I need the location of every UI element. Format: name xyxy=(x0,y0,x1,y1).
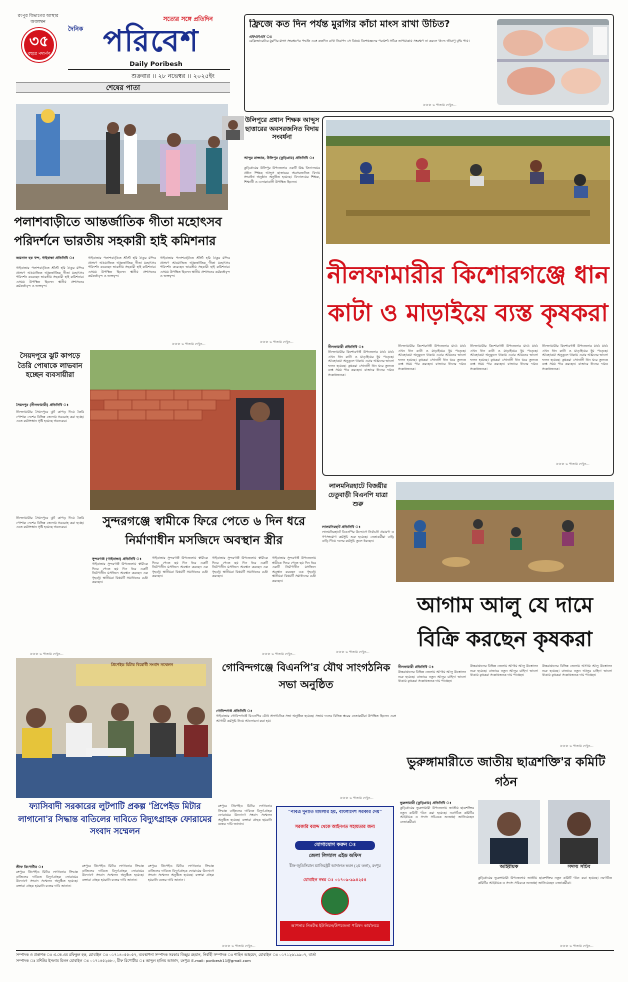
logo-english: Daily Poribesh xyxy=(129,60,183,68)
mosque-headline: সুন্দরগঞ্জে স্বামীকে ফিরে পেতে ৬ দিন ধরে নির্মাণাধীন মসজিদে অবস্থান স্ত্রীর xyxy=(102,514,306,547)
forum-headline: ফ্যাসিবাদী সরকারের লুটপাটি প্রকল্প 'প্রিপেইড মিটার লাগানো'র সিদ্ধান্ত বাতিলের দাবিতে বিদ্যুৎগ্রাহক ফোরামের সংবাদ সম্মেলন xyxy=(18,801,212,836)
teacher-photo xyxy=(222,116,244,140)
govindaganj-body: গাইবান্ধার গোবিন্দগঞ্জে বিএনপির যৌথ সাংগঠনিক সভা অনুষ্ঠিত হয়েছে। সভায় দলের বিভিন্ন স্তরের নেতাকর্মীরা উপস্থিত ছিলেন এবং আগামী কর্মসূচি নিয়ে আলোচনা করা হয়। xyxy=(216,714,396,723)
teacher-body: কুড়িগ্রামের উলিপুর উপজেলার একটি উচ্চ বিদ্যালয়ের প্রধান শিক্ষক আব্দুস ছাত্তারের অবসরজনিত বিদায় সংবর্ধনা অনুষ্ঠান অনুষ্ঠিত হয়েছে। বিদ্যালয়ের শিক্ষক, শিক্ষার্থী ও এলাকাবাসী উপস্থিত ছিলেন। xyxy=(244,166,320,184)
badge-number: ৩৫ xyxy=(29,32,49,50)
gita-body-col2: গাইবান্ধার পলাশবাড়ীতে শ্রীশ্রী হরি ঠাকুর মন্দির প্রাঙ্গণে আয়োজিত আন্তর্জাতিক গীতা মহোৎসব পরিদর্শন করেছেন ভারতীয় সহকারী হাই কমিশনার। এসময় উপস্থিত ছিলেন স্থানীয় প্রশাসনের কর্মকর্তাবৃন্দ ও ভক্তবৃন্দ। xyxy=(88,256,156,279)
masthead xyxy=(16,14,230,98)
gita-body-col1: গাইবান্ধার পলাশবাড়ীতে শ্রীশ্রী হরি ঠাকুর মন্দির প্রাঙ্গণে আয়োজিত আন্তর্জাতিক গীতা মহোৎসব পরিদর্শন করেছেন ভারতীয় সহকারী হাই কমিশনার। এসময় উপস্থিত ছিলেন স্থানীয় প্রশাসনের কর্মকর্তাবৃন্দ ও ভক্তবৃন্দ। xyxy=(16,266,84,289)
gita-more: >>> ৬ পাতায় দেখুন... xyxy=(172,342,206,346)
page-label-bar xyxy=(16,82,230,93)
saidpur-headline: সৈয়দপুরে ঝুট কাপড়ে তৈরি পোষাকে লাভবান হচ্ছেন ব্যবসায়ীরা xyxy=(17,352,83,379)
forum-body-col3: রংপুরে প্রিপেইড মিটার লাগানোর সিদ্ধান্ত বাতিলের দাবিতে বিদ্যুৎগ্রাহক ফোরামের উদ্যোগে সংবাদ সম্মেলন অনুষ্ঠিত হয়েছে। বক্তারা গ্রাহক হয়রানি বন্ধের দাবি জানান। xyxy=(148,864,214,882)
paddy-headline: নীলফামারীর কিশোরগঞ্জে ধান কাটা ও মাড়াইয়ে ব্যস্ত কৃষকরা xyxy=(326,261,610,327)
fridge-body: রেফ্রিজারেটরে মুরগির মাংস সংরক্ষণের পদ্ধতি এবং কতদিন রাখা নিরাপদ সে বিষয়ে বিশেষজ্ঞদের পরামর্শ। সঠিক তাপমাত্রায় সংরক্ষণ না করলে খাদ্যে জীবাণু বৃদ্ধি পায়। xyxy=(249,39,470,43)
paddy-byline: নীলফামারী প্রতিনিধি ঃ xyxy=(328,345,364,349)
ad-address: চীফ জুডিসিয়াল ম্যাজিস্ট্রেট আদালত ভবন (২য় তলা), রংপুর xyxy=(289,863,381,868)
convener-photo xyxy=(478,800,540,864)
forum-photo xyxy=(16,658,212,798)
ad-emblem xyxy=(321,887,349,915)
potato-body-col3: উত্তরাঞ্চলের বিভিন্ন জেলায় আগাম আলু উত্তোলন শুরু হয়েছে। বাজারে নতুন আলুর চাহিদা ভালো থাকায় কৃষকরা সন্তোষজনক দাম পাচ্ছেন। xyxy=(542,664,612,678)
gita-headline: পলাশবাড়ীতে আন্তর্জাতিক গীতা মহোৎসব পরিদর্শনে ভারতীয় সহকারী হাই কমিশনার xyxy=(14,214,222,248)
bnp-body: লালমনিরহাটে বিএনপির উদ্যোগে নির্বাচনী প্রচারণা ও গণসংযোগ কর্মসূচি শুরু হয়েছে। নেতাকর্মীরা বাড়ি বাড়ি গিয়ে দলের কর্মসূচি তুলে ধরছেন। xyxy=(322,530,394,544)
govindaganj-headline: গোবিন্দগঞ্জে বিএনপি'র যৌথ সাংগঠনিক সভা অনুষ্ঠিত xyxy=(221,662,391,691)
chhatra-byline: ভুরুঙ্গামারী (কুড়িগ্রাম) প্রতিনিধি ঃ xyxy=(400,801,452,805)
fridge-byline: এফএনএস ঃ xyxy=(249,34,272,39)
ad-subtitle: সরকারি বরাদ্দ থেকে আইনগত সহায়তার জন্য xyxy=(295,825,375,830)
gita-byline: জয়নাল হক খন্দ, গাইবান্ধা প্রতিনিধি ঃ xyxy=(16,256,75,260)
mosque-body-col4: গাইবান্ধার সুন্দরগঞ্জ উপজেলায় স্বামীকে ফিরে পেতে ছয় দিন ধরে একটি নির্মাণাধীন মসজিদে অবস্থান করছেন এক গৃহবধূ। স্থানীয়রা বিষয়টি সমাধানের চেষ্টা করছেন। xyxy=(272,556,316,583)
teacher-more: >>> ৬ পাতায় দেখুন... xyxy=(260,340,294,344)
bnp-headline: লালমনিরহাটে বিজয়ীর চেতুবাড়ী বিএনপি যাত্রা শুরু xyxy=(328,482,388,508)
ad-phone: মোবাইল নম্বর ঃ ০১৭০৯-৯৯৪২৫৪ xyxy=(303,877,367,882)
ad-title: "পবিত্র দুর্নীতি মামলার হয়, বাংলাদেশ সরকার দেয়" xyxy=(288,810,382,815)
fridge-headline: ফ্রিজে কত দিন পর্যন্ত মুরগির কাঁচা মাংস রাখা উচিত? xyxy=(249,19,450,30)
mosque-byline: সুন্দরগঞ্জ (গাইবান্ধা) প্রতিনিধি ঃ xyxy=(92,557,142,561)
forum-body-col2: রংপুরে প্রিপেইড মিটার লাগানোর সিদ্ধান্ত বাতিলের দাবিতে বিদ্যুৎগ্রাহক ফোরামের উদ্যোগে সংবাদ সম্মেলন অনুষ্ঠিত হয়েছে। বক্তারা গ্রাহক হয়রানি বন্ধের দাবি জানান। xyxy=(82,864,144,882)
chhatra-body-col1: কুড়িগ্রামের ভুরুঙ্গামারী উপজেলায় জাতীয় ছাত্রশক্তির নতুন কমিটি গঠন করা হয়েছে। নবগঠিত কমিটির আহ্বায়ক ও সদস্য সচিবকে শুভেচ্ছা জানিয়েছেন নেতাকর্মীরা। xyxy=(400,806,474,824)
mosque-more: >>> ৬ পাতায় দেখুন... xyxy=(262,652,296,656)
story-fridge xyxy=(244,14,614,112)
member-secretary-caption: সদস্য সচিব xyxy=(567,864,591,870)
potato-body-col1: উত্তরাঞ্চলের বিভিন্ন জেলায় আগাম আলু উত্তোলন শুরু হয়েছে। বাজারে নতুন আলুর চাহিদা ভালো থাকায় কৃষকরা সন্তোষজনক দাম পাচ্ছেন। xyxy=(398,670,466,684)
tagline: সত্যের সঙ্গে প্রতিদিন xyxy=(163,16,213,23)
newspaper-logo: পরিবেশ xyxy=(103,24,199,59)
paddy-photo xyxy=(326,120,610,244)
fridge-more: >>> ৬ পাতায় দেখুন... xyxy=(423,103,457,107)
mosque-body-col3: গাইবান্ধার সুন্দরগঞ্জ উপজেলায় স্বামীকে ফিরে পেতে ছয় দিন ধরে একটি নির্মাণাধীন মসজিদে অবস্থান করছেন এক গৃহবধূ। স্থানীয়রা বিষয়টি সমাধানের চেষ্টা করছেন। xyxy=(212,556,268,579)
govindaganj-more: >>> ৬ পাতায় দেখুন... xyxy=(340,796,374,800)
potato-headline: আগাম আলু যে দামে বিক্রি করছেন কৃষকরা xyxy=(417,593,593,651)
paddy-body-col2: নীলফামারীর কিশোরগঞ্জ উপজেলার মাঠে মাঠে এখন ধান কাটা ও মাড়াইয়ের ধুম পড়েছে। আবহাওয়া অনুকূলে থাকায় এবার আমনের ভালো ফলন হয়েছে। কৃষকরা সোনালী ধান ঘরে তুলতে ব্যস্ত সময় পার করছেন। বাজারে ধানের দামও সন্তোষজনক। xyxy=(398,344,466,371)
forum-banner: প্রিপেইড মিটার বিরোধী সংবাদ সম্মেলন xyxy=(110,662,174,667)
potato-more: >>> ৬ পাতায় দেখুন... xyxy=(560,744,594,748)
potato-photo xyxy=(396,482,614,582)
ad-footer: আপনার নিকটস্থ ইউনিয়ন/উপজেলা পরিষদ কার্যালয়ে xyxy=(280,921,390,941)
saidpur-body-cont: নীলফামারীর সৈয়দপুরে ঝুট কাপড় দিয়ে তৈরি পোশাক দেশের বিভিন্ন জেলায় সরবরাহ করা হচ্ছে। এতে কর্মসংস্থান সৃষ্টি হয়েছে অনেকের। xyxy=(16,516,84,530)
bnp-more: >>> ৬ পাতায় দেখুন... xyxy=(336,650,370,654)
imprint-line-2: সম্পাদক ঃ মশিউর ইসলাম মিলন মোবাইল ঃ ০১৭১৪৫২৬৮০, চীফ রিপোর্টার ঃ আব্দুল হালিম আজাদ, রংপুর। E-mail: poribesh11@gmail.com xyxy=(16,958,251,963)
teacher-headline: উলিপুরে প্রধান শিক্ষক আব্দুস ছাত্তারের অবসরজনিত বিদায় সংবর্ধনা xyxy=(244,116,320,142)
legal-aid-ad xyxy=(276,806,394,946)
chhatra-more: >>> ৬ পাতায় দেখুন... xyxy=(560,944,594,948)
forum-byline: স্টাফ রিপোর্টার ঃ xyxy=(16,865,44,869)
chhatra-body-col2: কুড়িগ্রামের ভুরুঙ্গামারী উপজেলায় জাতীয় ছাত্রশক্তির নতুন কমিটি গঠন করা হয়েছে। নবগঠিত কমিটির আহ্বায়ক ও সদস্য সচিবকে শুভেচ্ছা জানিয়েছেন নেতাকর্মীরা। xyxy=(478,876,612,885)
imprint-line-1: সম্পাদক ও প্রকাশক ঃ এ.কে.এম রফিকুল হক, মোবাইল ঃ ০১৭১৪০৫৫০৫৭, ব্যবস্থাপনা সম্পাদক সরকার জিল্লুর রহমান, নির্বাহী সম্পাদক ঃ শাহিন আহমেদ, মোবাইল ঃ ০১৭১২৬১৯৯০৭, বার্তা xyxy=(16,952,316,957)
logo-small: দৈনিক xyxy=(68,26,84,33)
paddy-body-col4: নীলফামারীর কিশোরগঞ্জ উপজেলার মাঠে মাঠে এখন ধান কাটা ও মাড়াইয়ের ধুম পড়েছে। আবহাওয়া অনুকূলে থাকায় এবার আমনের ভালো ফলন হয়েছে। কৃষকরা সোনালী ধান ঘরে তুলতে ব্যস্ত সময় পার করছেন। বাজারে ধানের দামও সন্তোষজনক। xyxy=(542,344,608,371)
saidpur-photo xyxy=(90,350,316,510)
anniversary-badge xyxy=(22,28,56,62)
potato-byline: নীলফামারী প্রতিনিধি ঃ xyxy=(398,665,434,669)
teacher-byline: আব্দুর রাজ্জাক, উলিপুর (কুড়িগ্রাম) প্রতিনিধি ঃ xyxy=(244,156,315,160)
saidpur-byline: সৈয়দপুর (নীলফামারী) প্রতিনিধি ঃ xyxy=(16,403,69,407)
fridge-photo xyxy=(497,19,609,105)
mosque-body-col1: গাইবান্ধার সুন্দরগঞ্জ উপজেলায় স্বামীকে ফিরে পেতে ছয় দিন ধরে একটি নির্মাণাধীন মসজিদে অবস্থান করছেন এক গৃহবধূ। স্থানীয়রা বিষয়টি সমাধানের চেষ্টা করছেন। xyxy=(92,562,148,585)
forum-body-col1: রংপুরে প্রিপেইড মিটার লাগানোর সিদ্ধান্ত বাতিলের দাবিতে বিদ্যুৎগ্রাহক ফোরামের উদ্যোগে সংবাদ সম্মেলন অনুষ্ঠিত হয়েছে। বক্তারা গ্রাহক হয়রানি বন্ধের দাবি জানান। xyxy=(16,870,78,888)
gita-photo xyxy=(16,104,228,210)
date-line: শুক্রবার ।। ২৮ নভেম্বর ।। ২০২৫ইং xyxy=(131,73,215,80)
forum-more: >>> ৬ পাতায় দেখুন... xyxy=(222,944,256,948)
forum-body-col4: রংপুরে প্রিপেইড মিটার লাগানোর সিদ্ধান্ত বাতিলের দাবিতে বিদ্যুৎগ্রাহক ফোরামের উদ্যোগে সংবাদ সম্মেলন অনুষ্ঠিত হয়েছে। বক্তারা গ্রাহক হয়রানি বন্ধের দাবি জানান। xyxy=(218,804,272,827)
ad-contact-label: যোগাযোগ করুন ঃ xyxy=(295,841,375,850)
top-tag: রংপুর বিভাগের আস্থার অবলম্বন xyxy=(17,14,59,25)
member-secretary-photo xyxy=(548,800,610,864)
ad-office: জেলা লিগ্যাল এইড অফিস xyxy=(308,854,362,859)
chhatra-headline: ভুরুঙ্গামারীতে জাতীয় ছাত্রশক্তি'র কমিটি গঠন xyxy=(406,754,606,789)
potato-body-col2: উত্তরাঞ্চলের বিভিন্ন জেলায় আগাম আলু উত্তোলন শুরু হয়েছে। বাজারে নতুন আলুর চাহিদা ভালো থাকায় কৃষকরা সন্তোষজনক দাম পাচ্ছেন। xyxy=(470,664,538,678)
paddy-body-col3: নীলফামারীর কিশোরগঞ্জ উপজেলার মাঠে মাঠে এখন ধান কাটা ও মাড়াইয়ের ধুম পড়েছে। আবহাওয়া অনুকূলে থাকায় এবার আমনের ভালো ফলন হয়েছে। কৃষকরা সোনালী ধান ঘরে তুলতে ব্যস্ত সময় পার করছেন। বাজারে ধানের দামও সন্তোষজনক। xyxy=(470,344,538,371)
paddy-body-col1: নীলফামারীর কিশোরগঞ্জ উপজেলার মাঠে মাঠে এখন ধান কাটা ও মাড়াইয়ের ধুম পড়েছে। আবহাওয়া অনুকূলে থাকায় এবার আমনের ভালো ফলন হয়েছে। কৃষকরা সোনালী ধান ঘরে তুলতে ব্যস্ত সময় পার করছেন। বাজারে ধানের দামও সন্তোষজনক। xyxy=(328,350,394,377)
saidpur-body: নীলফামারীর সৈয়দপুরে ঝুট কাপড় দিয়ে তৈরি পোশাক দেশের বিভিন্ন জেলায় সরবরাহ করা হচ্ছে। এতে কর্মসংস্থান সৃষ্টি হয়েছে অনেকের। xyxy=(16,410,84,424)
convener-caption: আহ্বায়ক xyxy=(499,864,519,870)
gita-body-col3: গাইবান্ধার পলাশবাড়ীতে শ্রীশ্রী হরি ঠাকুর মন্দির প্রাঙ্গণে আয়োজিত আন্তর্জাতিক গীতা মহোৎসব পরিদর্শন করেছেন ভারতীয় সহকারী হাই কমিশনার। এসময় উপস্থিত ছিলেন স্থানীয় প্রশাসনের কর্মকর্তাবৃন্দ ও ভক্তবৃন্দ। xyxy=(160,256,230,279)
paddy-more: >>> ৬ পাতায় দেখুন... xyxy=(556,462,590,466)
bnp-byline: লালমনিরহাট প্রতিনিধি ঃ xyxy=(322,525,361,529)
govindaganj-byline: গোবিন্দগঞ্জ প্রতিনিধি ঃ xyxy=(216,709,253,713)
saidpur-more: >>> ৬ পাতায় দেখুন... xyxy=(30,652,64,656)
page-label: শেষের পাতা xyxy=(105,84,140,92)
badge-text: বছরে পদার্পণ xyxy=(27,52,51,57)
mosque-body-col2: গাইবান্ধার সুন্দরগঞ্জ উপজেলায় স্বামীকে ফিরে পেতে ছয় দিন ধরে একটি নির্মাণাধীন মসজিদে অবস্থান করছেন এক গৃহবধূ। স্থানীয়রা বিষয়টি সমাধানের চেষ্টা করছেন। xyxy=(152,556,208,579)
